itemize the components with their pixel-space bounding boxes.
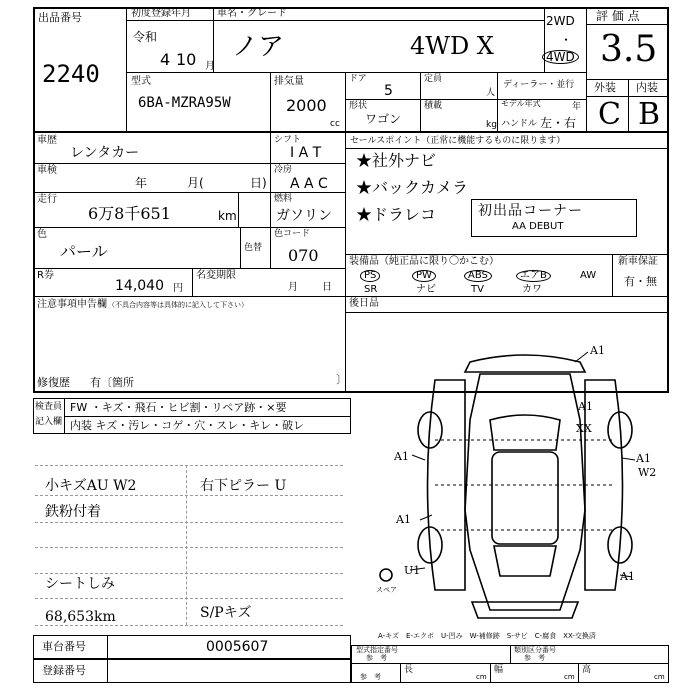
capacity-label: 定員 — [424, 74, 443, 84]
type-designation-label: 型式指定番号 — [356, 646, 398, 654]
month-unit: 月 — [205, 61, 215, 72]
inspection-day: 日) — [250, 176, 267, 190]
recycle-value: 14,040 — [115, 278, 164, 294]
grade: 4WD X — [410, 32, 494, 60]
body-top — [465, 374, 585, 610]
mark-right-w2: W2 — [638, 466, 657, 479]
reg-month: 10 — [176, 50, 197, 69]
caution-label: 注意事項申告欄 — [37, 299, 107, 310]
mark-left-front: A1 — [394, 450, 409, 463]
spare-wheel — [380, 569, 392, 581]
inspector-label-1: 検査員 — [35, 402, 63, 412]
recycle-unit: 円 — [173, 283, 183, 294]
reg-label: 登録番号 — [42, 664, 86, 677]
equip-airbag: エアB — [516, 270, 551, 282]
load-unit: kg — [486, 120, 497, 130]
color-change-label: 色替 — [244, 243, 263, 253]
drive-4wd: 4WD — [542, 50, 579, 64]
color-code-value: 070 — [288, 246, 319, 265]
type-value: 6BA-MZRA95W — [138, 95, 231, 111]
caution-sub: （不具合内容等は具体的に記入して下さい） — [108, 301, 248, 309]
lot-label: 出品番号 — [38, 11, 82, 24]
inspection-row-1: FW ・キズ・飛石・ヒビ割・リペア跡・×要 — [70, 401, 287, 414]
repair-value: 有〔箇所 — [90, 376, 134, 389]
color-label: 色 — [37, 229, 47, 240]
name-change-month: 月 — [288, 282, 298, 293]
equip-tv: TV — [471, 284, 484, 295]
first-reg-label: 初度登録年月 — [131, 8, 191, 19]
score-label: 評 価 点 — [596, 9, 640, 23]
car-diagram — [376, 340, 670, 630]
equip-pw: PW — [412, 270, 436, 282]
color-value: パール — [60, 242, 108, 261]
exterior-grade: C — [598, 97, 621, 132]
height-unit: cm — [654, 673, 665, 681]
mark-right-rear: A1 — [620, 570, 635, 583]
inspection-label: 車検 — [37, 165, 57, 176]
interior-label: 内装 — [636, 81, 658, 94]
sales-points-label: セールスポイント（正常に機能するものに限ります） — [350, 136, 566, 146]
mileage-value: 6万8千651 — [88, 204, 171, 223]
damage-legend: A-キズ E-エクボ U-凹み W-補修跡 S-サビ C-腐食 XX-交換済 — [378, 632, 596, 640]
equip-ps: PS — [360, 270, 380, 282]
model-name: ノア — [232, 32, 285, 62]
history-label: 車歴 — [37, 135, 57, 146]
equip-sr: SR — [364, 284, 378, 295]
inspection-year: 年 — [135, 176, 148, 190]
sales-point-1: ★社外ナビ — [356, 151, 437, 170]
body-label: 形状 — [349, 101, 368, 111]
inspector-label-2: 記入欄 — [35, 417, 63, 427]
drive-2wd: 2WD — [546, 14, 575, 28]
mark-right-front: A1 — [578, 400, 593, 413]
color-code-label: 色コード — [274, 229, 311, 239]
exterior-label: 外装 — [594, 81, 616, 94]
debut-title: 初出品コーナー — [478, 203, 583, 219]
equip-abs: ABS — [464, 270, 492, 282]
handle-label: ハンドル — [501, 119, 538, 129]
era: 令和 — [133, 30, 158, 44]
mark-xx: XX — [576, 422, 592, 435]
chassis-label: 車台番号 — [42, 640, 86, 653]
sales-point-3: ★ドラレコ — [356, 205, 437, 224]
handwritten-note-2: 鉄粉付着 — [45, 504, 101, 520]
equipment-label: 装備品（純正品に限り〇かこむ） — [349, 256, 499, 267]
chassis-value: 0005607 — [206, 639, 269, 655]
shift-label: シフト — [274, 135, 302, 145]
equip-navi: ナビ — [416, 284, 436, 295]
rear-seat-label: 後日品 — [349, 298, 379, 309]
equip-leather: カワ — [522, 284, 542, 295]
displacement-value: 2000 — [286, 96, 327, 115]
load-label: 積載 — [424, 101, 443, 111]
name-change-day: 日 — [322, 282, 332, 293]
model-year-label: モデル年式 — [501, 99, 541, 108]
width-unit: cm — [564, 673, 575, 681]
dims-ref: 参 考 — [360, 673, 381, 681]
mark-front: A1 — [590, 344, 605, 357]
length-unit: cm — [476, 673, 487, 681]
handle-value: 左・右 — [540, 116, 577, 130]
length-label: 長 — [404, 665, 414, 675]
handwritten-note-3: 右下ピラー U — [200, 478, 287, 494]
doors-label: ドア — [349, 74, 367, 84]
handwritten-meter: 68,653km — [45, 609, 116, 625]
windshield — [490, 415, 560, 450]
width-label: 幅 — [494, 665, 504, 675]
ac-value: A A C — [290, 176, 328, 192]
history-value: レンタカー — [70, 145, 140, 161]
sales-point-2: ★バックカメラ — [356, 178, 469, 197]
mark-left-rear: A1 — [396, 513, 411, 526]
inspection-month: 月( — [187, 176, 204, 190]
name-change-label: 名変期限 — [196, 270, 236, 281]
category-label: 類別区分番号 — [514, 646, 556, 654]
category-ref: 参 考 — [524, 654, 545, 662]
handwritten-note-5: S/Pキズ — [200, 605, 252, 621]
shift-value: I A T — [290, 145, 322, 161]
spare-label: スペア — [376, 586, 397, 594]
displacement-label: 排気量 — [274, 76, 304, 87]
doors-value: 5 — [384, 83, 393, 99]
type-designation-ref: 参 考 — [366, 654, 387, 662]
repair-label: 修復歴 — [37, 376, 70, 389]
type-label: 型式 — [131, 76, 151, 87]
height-label: 高 — [582, 665, 592, 675]
handwritten-note-4: シートしみ — [45, 576, 115, 592]
fuel-label: 燃料 — [274, 194, 293, 204]
drive-dot: ・ — [560, 33, 573, 47]
new-warranty-label: 新車保証 — [618, 256, 658, 267]
equip-aw: AW — [580, 270, 597, 281]
repair-close: 〕 — [336, 373, 347, 386]
recycle-label: R券 — [37, 270, 54, 281]
mileage-unit: km — [218, 209, 237, 223]
interior-grade: B — [638, 97, 661, 132]
reg-year: 4 — [160, 50, 171, 69]
mark-left-u1: U1 — [404, 564, 421, 577]
lot-number: 2240 — [42, 60, 100, 88]
mark-right-mid: A1 — [636, 452, 651, 465]
score-value: 3.5 — [600, 29, 658, 70]
ac-label: 冷房 — [274, 165, 293, 175]
front-bumper — [465, 355, 585, 372]
fuel-value: ガソリン — [276, 208, 332, 224]
body-value: ワゴン — [365, 112, 402, 126]
model-name-label: 車名・グレード — [217, 8, 287, 19]
mileage-label: 走行 — [37, 194, 57, 205]
rear-window — [494, 546, 556, 576]
capacity-unit: 人 — [486, 88, 496, 98]
debut-sub: AA DEBUT — [512, 221, 564, 232]
new-warranty-value: 有・無 — [624, 275, 657, 288]
model-year-unit: 年 — [572, 102, 582, 112]
handwritten-note-1: 小キズAU W2 — [45, 478, 137, 494]
inspection-row-2: 内装 キズ・汚レ・コゲ・穴・スレ・キレ・破レ — [70, 419, 305, 432]
displacement-unit: cc — [330, 119, 340, 129]
dealer-label: ディーラー・並行 — [503, 80, 575, 90]
